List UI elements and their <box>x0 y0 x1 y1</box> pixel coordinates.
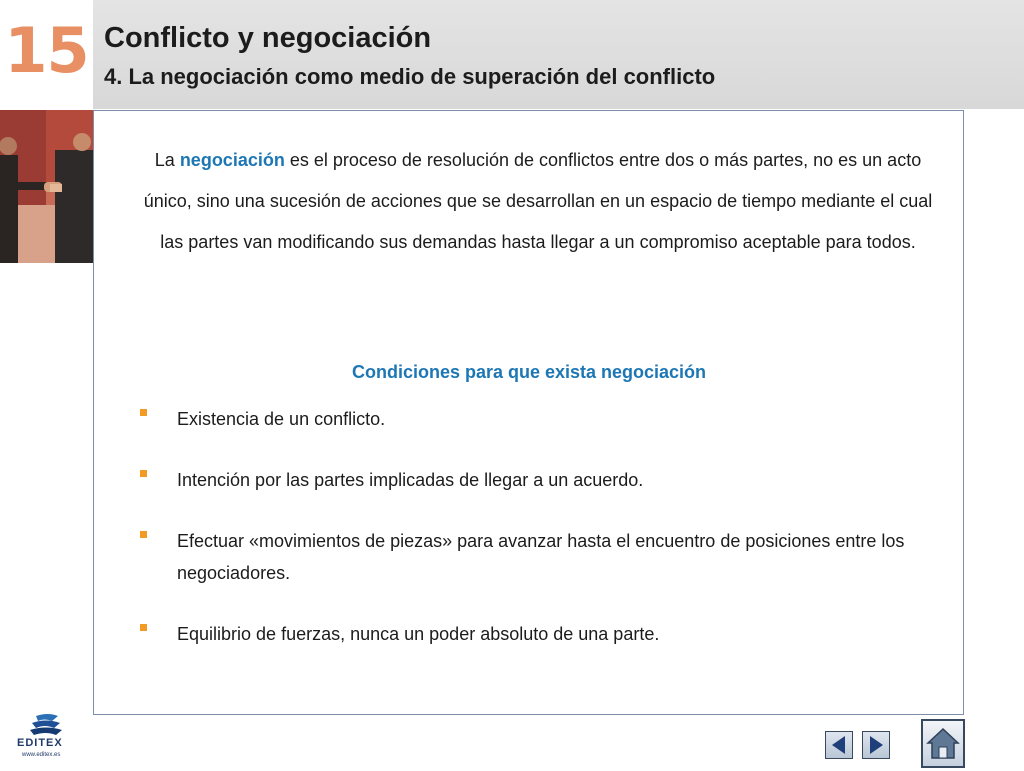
editex-logo-text: EDITEX <box>17 737 63 749</box>
conditions-heading: Condiciones para que exista negociación <box>351 362 707 382</box>
list-item-text: Intención por las partes implicadas de llegar a un acuerdo. <box>177 470 644 490</box>
list-item <box>137 618 937 650</box>
bullet-icon <box>140 531 147 538</box>
home-button[interactable] <box>921 719 965 768</box>
triangle-left-icon <box>826 732 852 758</box>
bullet-icon <box>140 470 147 477</box>
list-item-text: Efectuar «movimientos de piezas» para avanzar hasta el encuentro de posiciones entre los negociadores. <box>177 531 905 583</box>
bullet-icon <box>140 624 147 631</box>
editex-url: www.editex.es <box>22 752 61 758</box>
chapter-number: 15 <box>4 14 89 87</box>
page-title: Conflicto y negociación <box>104 22 432 54</box>
list-item-text: Equilibrio de fuerzas, nunca un poder absoluto de una parte. <box>177 624 660 644</box>
keyword-negociacion: negociación <box>179 150 285 170</box>
triangle-right-icon <box>863 732 889 758</box>
intro-text: es el proceso de resolución de conflictos entre dos o más partes, no es un acto único, sino una sucesión de acciones que se desarrollan en un espacio de tiempo mediante el cual las partes van modificando sus demandas hasta llegar a un compromiso aceptable para todos. <box>143 150 933 252</box>
list-item <box>137 403 937 435</box>
house-icon <box>923 721 963 766</box>
list-item <box>137 464 937 496</box>
handshake-photo <box>0 110 93 263</box>
page-subtitle: 4. La negociación como medio de superación del conflicto <box>104 64 716 89</box>
conditions-list <box>137 403 937 679</box>
bullet-icon <box>140 409 147 416</box>
list-item-text: Existencia de un conflicto. <box>177 409 386 429</box>
list-item <box>137 525 937 589</box>
intro-paragraph <box>143 140 933 263</box>
previous-slide-button[interactable] <box>825 731 853 759</box>
intro-prefix: La <box>154 150 180 170</box>
handshake-illustration <box>0 110 93 263</box>
chapter-number-box <box>0 0 93 109</box>
next-slide-button[interactable] <box>862 731 890 759</box>
